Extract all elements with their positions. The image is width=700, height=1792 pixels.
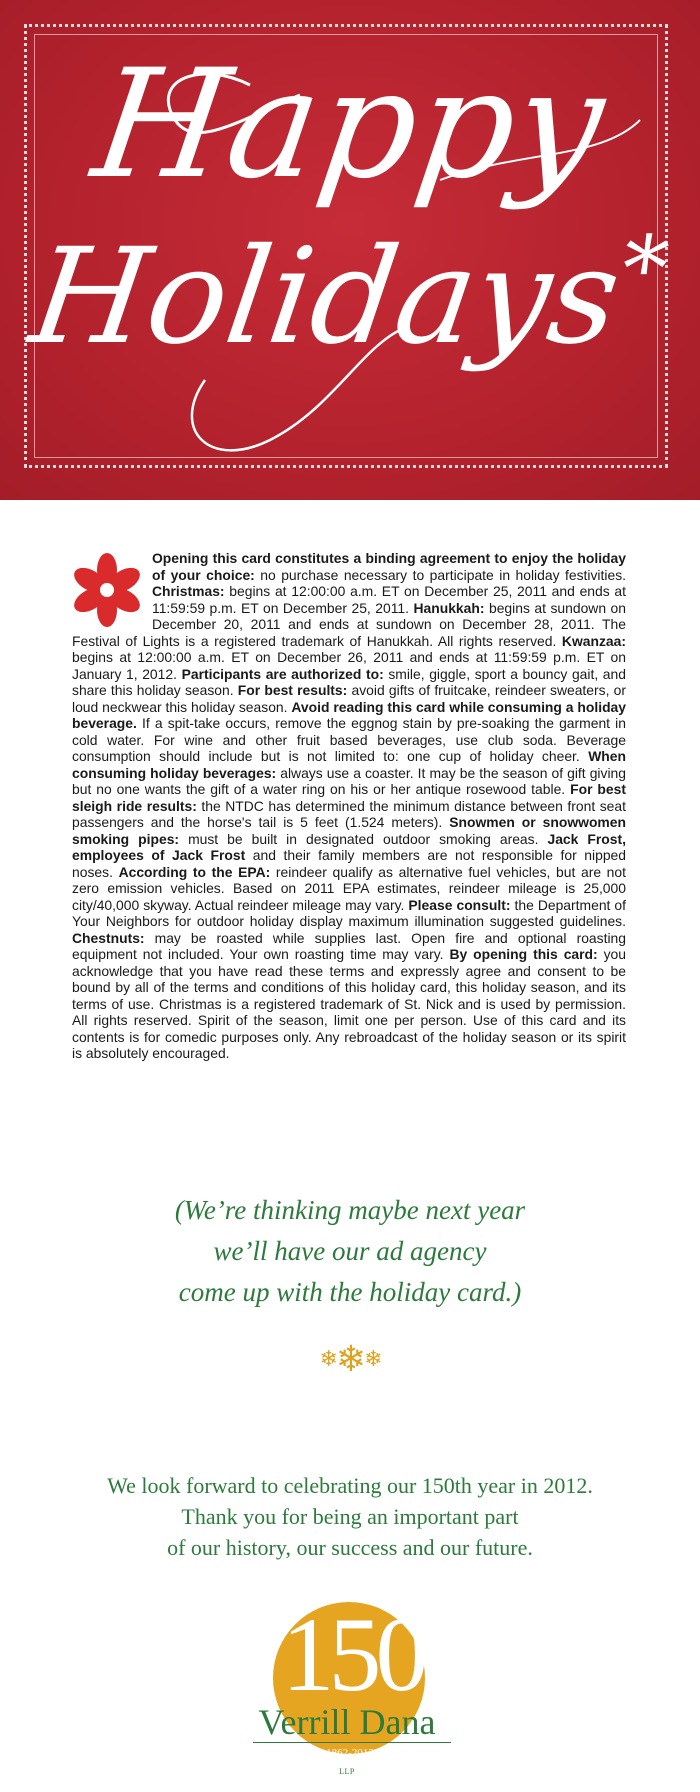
holiday-banner	[0, 0, 700, 500]
logo-number: 150	[281, 1596, 423, 1713]
thinking-line-3: come up with the holiday card.)	[178, 1277, 522, 1307]
terms-heading: Participants are authorized to:	[181, 665, 384, 682]
terms-heading: Christmas:	[152, 583, 225, 599]
terms-heading: When consuming holiday beverages:	[72, 748, 626, 781]
terms-heading: By opening this card:	[449, 946, 598, 962]
terms-body: smile, giggle, sport a bouncy gait, and share this holiday season.	[72, 665, 626, 698]
logo-rule	[253, 1742, 451, 1743]
terms-body: begins at 12:00:00 a.m. ET on December 26, 2011 and ends at 11:59:59 p.m. ET on January 1, 2012.	[72, 649, 626, 682]
terms-body: the NTDC has determined the minimum distance between front seat passengers and the horse's tail is 5 feet (1.524 meters).	[72, 797, 626, 830]
logo-firm-name: Verrill Dana	[258, 1702, 436, 1742]
terms-body: begins at 12:00:00 a.m. ET on December 25, 2011 and ends at 11:59:59 p.m. ET on December 25, 2011.	[152, 583, 626, 616]
holidays-title	[0, 195, 700, 372]
terms-body: must be built in designated outdoor smoking areas.	[179, 830, 548, 847]
terms-heading: Hanukkah:	[413, 599, 485, 616]
terms-heading: Kwanzaa:	[561, 632, 626, 649]
terms-body: begins at sundown on December 20, 2011 and ends at sundown on December 28, 2011. The Festival of Lights is a registered trademark of Hanukkah. All rights reserved.	[72, 599, 626, 649]
snowflake-icon: ❄	[319, 1346, 336, 1371]
thinking-line-1: (We’re thinking maybe next year	[174, 1195, 526, 1225]
terms-heading: Please consult:	[408, 896, 511, 913]
terms-body: no purchase necessary to participate in holiday festivities.	[254, 566, 626, 583]
title-asterisk: *	[614, 217, 675, 322]
closing-line-3: of our history, our success and our future.	[167, 1535, 533, 1560]
terms-section	[72, 550, 626, 1062]
red-asterisk-icon	[72, 552, 142, 628]
holidays-word: Holidays	[22, 220, 629, 374]
snowflake-icon: ❄	[364, 1346, 381, 1371]
terms-body: avoid gifts of fruitcake, reindeer sweaters, or loud neckwear this holiday season.	[72, 682, 626, 715]
logo-suffix: LLP	[339, 1767, 355, 1776]
terms-heading: Chestnuts:	[72, 929, 145, 946]
terms-body: and their family members are not responsible for nipped noses.	[72, 847, 626, 880]
terms-heading: Snowmen or snowwomen smoking pipes:	[72, 814, 626, 847]
thinking-line-2: we’ll have our ad agency	[213, 1236, 487, 1266]
terms-body: the Department of Your Neighbors for outdoor holiday display maximum illumination suggested guidelines.	[72, 896, 626, 929]
closing-line-2: Thank you for being an important part	[181, 1504, 519, 1529]
terms-body: reindeer qualify as alternative fuel vehicles, but are not zero emission vehicles. Based on 2011 EPA estimates, reindeer mileage is 25,000 city/40,000 skyway. Actual reindeer mileage may vary.	[72, 863, 626, 913]
terms-heading: Jack Frost, employees of Jack Frost	[72, 830, 626, 863]
terms-heading: Avoid reading this card while consuming a holiday beverage.	[72, 698, 627, 731]
terms-heading: According to the EPA:	[118, 863, 271, 880]
terms-body: always use a coaster. It may be the season of gift giving but no one wants the gift of a water ring on his or her antique rosewood table.	[72, 764, 626, 797]
terms-text	[72, 550, 626, 1062]
terms-body: you acknowledge that you have read these terms and expressly agree and consent to be bound by all of the terms and conditions of this holiday card, this holiday season, and its terms of use. Christmas is a registered trademark of St. Nick and is used by permission. All rights reserved. Spirit of the season, limit one per person. Use of this card and its contents is for comedic purposes only. Any rebroadcast of the holiday season or its spirit is absolutely encouraged.	[72, 946, 626, 1061]
snowflakes-divider	[0, 1338, 700, 1379]
terms-heading: For best results:	[237, 682, 348, 698]
terms-body: If a spit-take occurs, remove the eggnog stain by pre-soaking the garment in cold water. For wine and other fruit based beverages, use club soda. Beverage consumption should include but is not limited to: one cup of holiday cheer.	[72, 715, 626, 764]
terms-body: may be roasted while supplies last. Open fire and optional roasting equipment not included. Your own roasting time may vary.	[72, 929, 626, 962]
thinking-message	[0, 1190, 700, 1313]
closing-message	[0, 1470, 700, 1563]
snowflake-icon: ❄	[335, 1338, 365, 1379]
happy-title: Happy	[84, 38, 616, 212]
terms-heading: Opening this card constitutes a binding agreement to enjoy the holiday of your choice:	[152, 550, 626, 583]
closing-line-1: We look forward to celebrating our 150th year in 2012.	[107, 1473, 593, 1498]
terms-heading: For best sleigh ride results:	[72, 781, 626, 814]
verrill-dana-logo	[255, 1596, 455, 1792]
logo-years: 1862-2012	[326, 1747, 374, 1759]
